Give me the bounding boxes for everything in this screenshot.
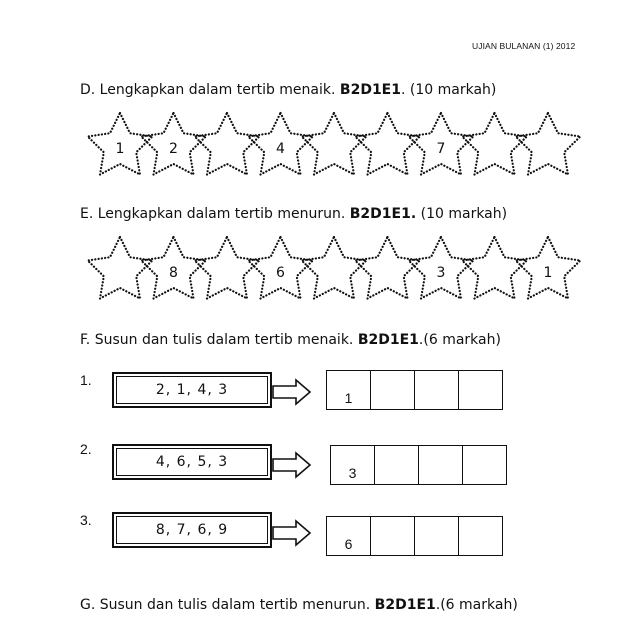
- section-e-star-4: [248, 237, 313, 299]
- section-d-star-3[interactable]: [195, 113, 260, 175]
- section-e-star-6[interactable]: [355, 237, 420, 299]
- item-1-arrow-icon: [272, 378, 312, 406]
- section-e-prefix: E. Lengkapkan dalam tertib menurun.: [80, 206, 350, 222]
- item-1-answer-cell[interactable]: [414, 370, 459, 410]
- item-1-label: 1.: [80, 372, 92, 388]
- item-2-label: 2.: [80, 441, 92, 457]
- item-1-sequence: 2, 1, 4, 3: [155, 382, 229, 398]
- section-e-star-7: [409, 237, 474, 299]
- section-d-star-6[interactable]: [355, 113, 420, 175]
- section-e-code: B2D1E1.: [349, 206, 417, 222]
- section-e-star-1[interactable]: [88, 237, 153, 299]
- section-e-star-row: [0, 230, 638, 310]
- item-2-answer-cell[interactable]: [374, 445, 419, 485]
- section-f-prefix: F. Susun dan tulis dalam tertib menaik.: [80, 332, 358, 348]
- section-d-star-2: [141, 113, 206, 175]
- section-d-star-row: [0, 106, 638, 186]
- section-f-instruction: [80, 332, 501, 348]
- item-1-sequence-box: [112, 372, 272, 408]
- section-d-prefix: D. Lengkapkan dalam tertib menaik.: [80, 82, 340, 98]
- section-e-star-9: [516, 237, 581, 299]
- section-d-star-7: [409, 113, 474, 175]
- section-g-instruction: [80, 597, 518, 613]
- item-3-sequence-box: [112, 512, 272, 548]
- item-3-answer-cell[interactable]: [414, 516, 459, 556]
- item-3-answer-cell[interactable]: [458, 516, 503, 556]
- section-d-star-4: [248, 113, 313, 175]
- item-3-answer-cell[interactable]: [370, 516, 415, 556]
- item-1-answer-cell[interactable]: [458, 370, 503, 410]
- section-d-star-value: 1: [115, 141, 125, 157]
- section-d-star-9[interactable]: [516, 113, 581, 175]
- section-g-suffix: .(6 markah): [435, 597, 518, 613]
- section-e-instruction: [80, 206, 507, 222]
- section-e-suffix: (10 markah): [416, 206, 508, 222]
- page-header: UJIAN BULANAN (1) 2012: [472, 41, 576, 51]
- section-d-star-8[interactable]: [462, 113, 527, 175]
- section-d-star-1: [88, 113, 153, 175]
- item-3-sequence: 8, 7, 6, 9: [155, 522, 229, 538]
- section-d-star-5[interactable]: [302, 113, 367, 175]
- item-3-arrow-icon: [272, 519, 312, 547]
- section-d-instruction: [80, 82, 496, 98]
- section-d-suffix: . (10 markah): [401, 82, 497, 98]
- section-d-star-value: 2: [169, 141, 178, 157]
- section-g-code: B2D1E1: [374, 597, 436, 613]
- section-e-star-5[interactable]: [302, 237, 367, 299]
- section-e-star-value: 3: [436, 265, 446, 281]
- section-e-star-8[interactable]: [462, 237, 527, 299]
- item-1-answer-cell[interactable]: 1: [326, 370, 371, 410]
- item-3-answer-cell[interactable]: 6: [326, 516, 371, 556]
- item-2-sequence: 4, 6, 5, 3: [155, 454, 229, 470]
- section-e-star-value: 1: [543, 265, 553, 281]
- section-e-star-3[interactable]: [195, 237, 260, 299]
- section-f-code: B2D1E1: [357, 332, 419, 348]
- section-f-suffix: .(6 markah): [418, 332, 501, 348]
- item-3-label: 3.: [80, 512, 92, 528]
- item-1-answer-cell[interactable]: [370, 370, 415, 410]
- section-e-star-value: 6: [276, 265, 285, 281]
- item-2-answer-cell[interactable]: 3: [330, 445, 375, 485]
- section-e-star-value: 8: [169, 265, 178, 281]
- item-2-answer-cell[interactable]: [418, 445, 463, 485]
- section-e-star-2: [141, 237, 206, 299]
- section-d-star-value: 4: [276, 141, 285, 157]
- section-d-code: B2D1E1: [339, 82, 401, 98]
- item-2-arrow-icon: [272, 451, 312, 479]
- item-2-answer-cell[interactable]: [462, 445, 507, 485]
- section-g-prefix: G. Susun dan tulis dalam tertib menurun.: [80, 597, 375, 613]
- section-d-star-value: 7: [436, 141, 446, 157]
- item-2-sequence-box: [112, 444, 272, 480]
